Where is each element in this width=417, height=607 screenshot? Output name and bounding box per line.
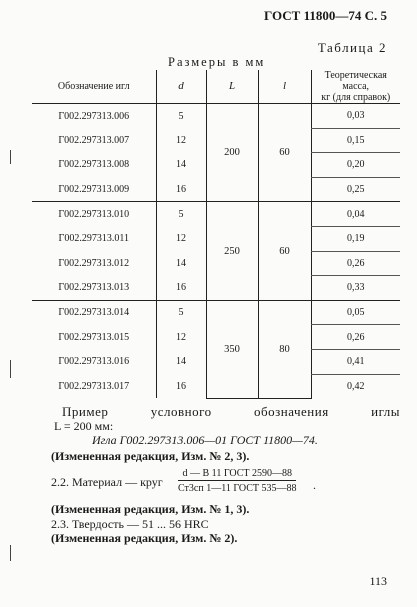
- material-label: 2.2. Материал — круг: [51, 475, 163, 489]
- hardness-line: 2.3. Твердость — 51 ... 56 HRC: [51, 517, 209, 531]
- edit-note-1: (Измененная редакция, Изм. № 2, 3).: [51, 449, 250, 463]
- cell-code: Г002.297313.008: [58, 159, 130, 171]
- page-number: 113: [369, 574, 387, 588]
- table-row: [32, 202, 400, 227]
- header-l: l: [258, 70, 311, 104]
- units-caption: Размеры в мм: [168, 55, 266, 69]
- cell-d: 14: [156, 153, 206, 178]
- example-word: Пример: [62, 404, 109, 419]
- cell-code: Г002.297313.017: [58, 380, 130, 392]
- cell-d: 5: [156, 104, 206, 129]
- cell-d: 5: [156, 202, 206, 227]
- cell-d: 14: [156, 349, 206, 374]
- edit-note-3: (Измененная редакция, Изм. № 2).: [51, 531, 238, 545]
- cell-d: 16: [156, 276, 206, 301]
- cell-mass: 0,15: [311, 128, 400, 153]
- material-numerator: d — В 11 ГОСТ 2590—88: [178, 468, 296, 481]
- example-word: обозначения: [254, 404, 329, 419]
- table-row: [32, 300, 400, 325]
- page-header: ГОСТ 11800—74 С. 5: [264, 8, 387, 23]
- cell-d: 14: [156, 251, 206, 276]
- cell-l: 60: [258, 202, 311, 300]
- edit-note-2: (Измененная редакция, Изм. № 1, 3).: [51, 502, 250, 516]
- cell-code: Г002.297313.016: [58, 356, 130, 368]
- cell-mass: 0,03: [311, 104, 400, 129]
- cell-code: Г002.297313.009: [32, 177, 156, 202]
- cell-code: Г002.297313.015: [58, 331, 130, 343]
- needle-dimensions-table: [32, 70, 400, 399]
- cell-d: 12: [156, 325, 206, 350]
- header-mass-line2: кг (для справок): [321, 92, 391, 103]
- cell-l: 80: [258, 300, 311, 398]
- example-length: L = 200 мм:: [54, 419, 114, 433]
- cell-mass: 0,05: [311, 300, 400, 325]
- material-fraction: [178, 468, 296, 494]
- cell-mass: 0,42: [311, 374, 400, 398]
- scan-margin-mark: [10, 545, 11, 561]
- cell-d: 12: [156, 226, 206, 251]
- table-caption: Таблица 2: [317, 40, 387, 55]
- example-word: иглы: [371, 404, 400, 419]
- cell-mass: 0,25: [311, 177, 400, 202]
- cell-mass: 0,20: [311, 153, 400, 178]
- material-denominator: Ст3сп 1—11 ГОСТ 535—88: [178, 483, 297, 494]
- cell-L: 350: [206, 300, 258, 398]
- cell-d: 16: [156, 374, 206, 398]
- table-row: [32, 104, 400, 129]
- cell-code: Г002.297313.012: [58, 257, 130, 269]
- example-word: условного: [150, 404, 212, 419]
- cell-L: 250: [206, 202, 258, 300]
- cell-code: Г002.297313.006: [58, 110, 130, 122]
- scan-margin-mark: [10, 360, 11, 378]
- cell-mass: 0,26: [311, 251, 400, 276]
- table-header-row: [32, 70, 400, 104]
- cell-d: 5: [156, 300, 206, 325]
- cell-mass: 0,04: [311, 202, 400, 227]
- cell-d: 16: [156, 177, 206, 202]
- cell-mass: 0,41: [311, 349, 400, 374]
- example-heading: [62, 404, 400, 420]
- cell-code: Г002.297313.007: [58, 134, 130, 146]
- header-code: Обозначение игл: [32, 70, 156, 104]
- cell-code: Г002.297313.010: [58, 208, 130, 220]
- material-period: .: [313, 478, 316, 492]
- header-L: L: [206, 70, 258, 104]
- example-designation: Игла Г002.297313.006—01 ГОСТ 11800—74.: [92, 433, 318, 447]
- cell-mass: 0,26: [311, 325, 400, 350]
- cell-mass: 0,19: [311, 226, 400, 251]
- cell-l: 60: [258, 104, 311, 202]
- cell-code: Г002.297313.011: [58, 233, 129, 245]
- header-mass: [311, 70, 400, 104]
- scan-margin-mark: [10, 150, 11, 164]
- header-mass-line1: Теоретическая масса,: [324, 70, 387, 92]
- header-d: d: [156, 70, 206, 104]
- cell-d: 12: [156, 128, 206, 153]
- cell-mass: 0,33: [311, 276, 400, 301]
- cell-code: Г002.297313.013: [32, 276, 156, 301]
- cell-L: 200: [206, 104, 258, 202]
- cell-code: Г002.297313.014: [58, 307, 130, 319]
